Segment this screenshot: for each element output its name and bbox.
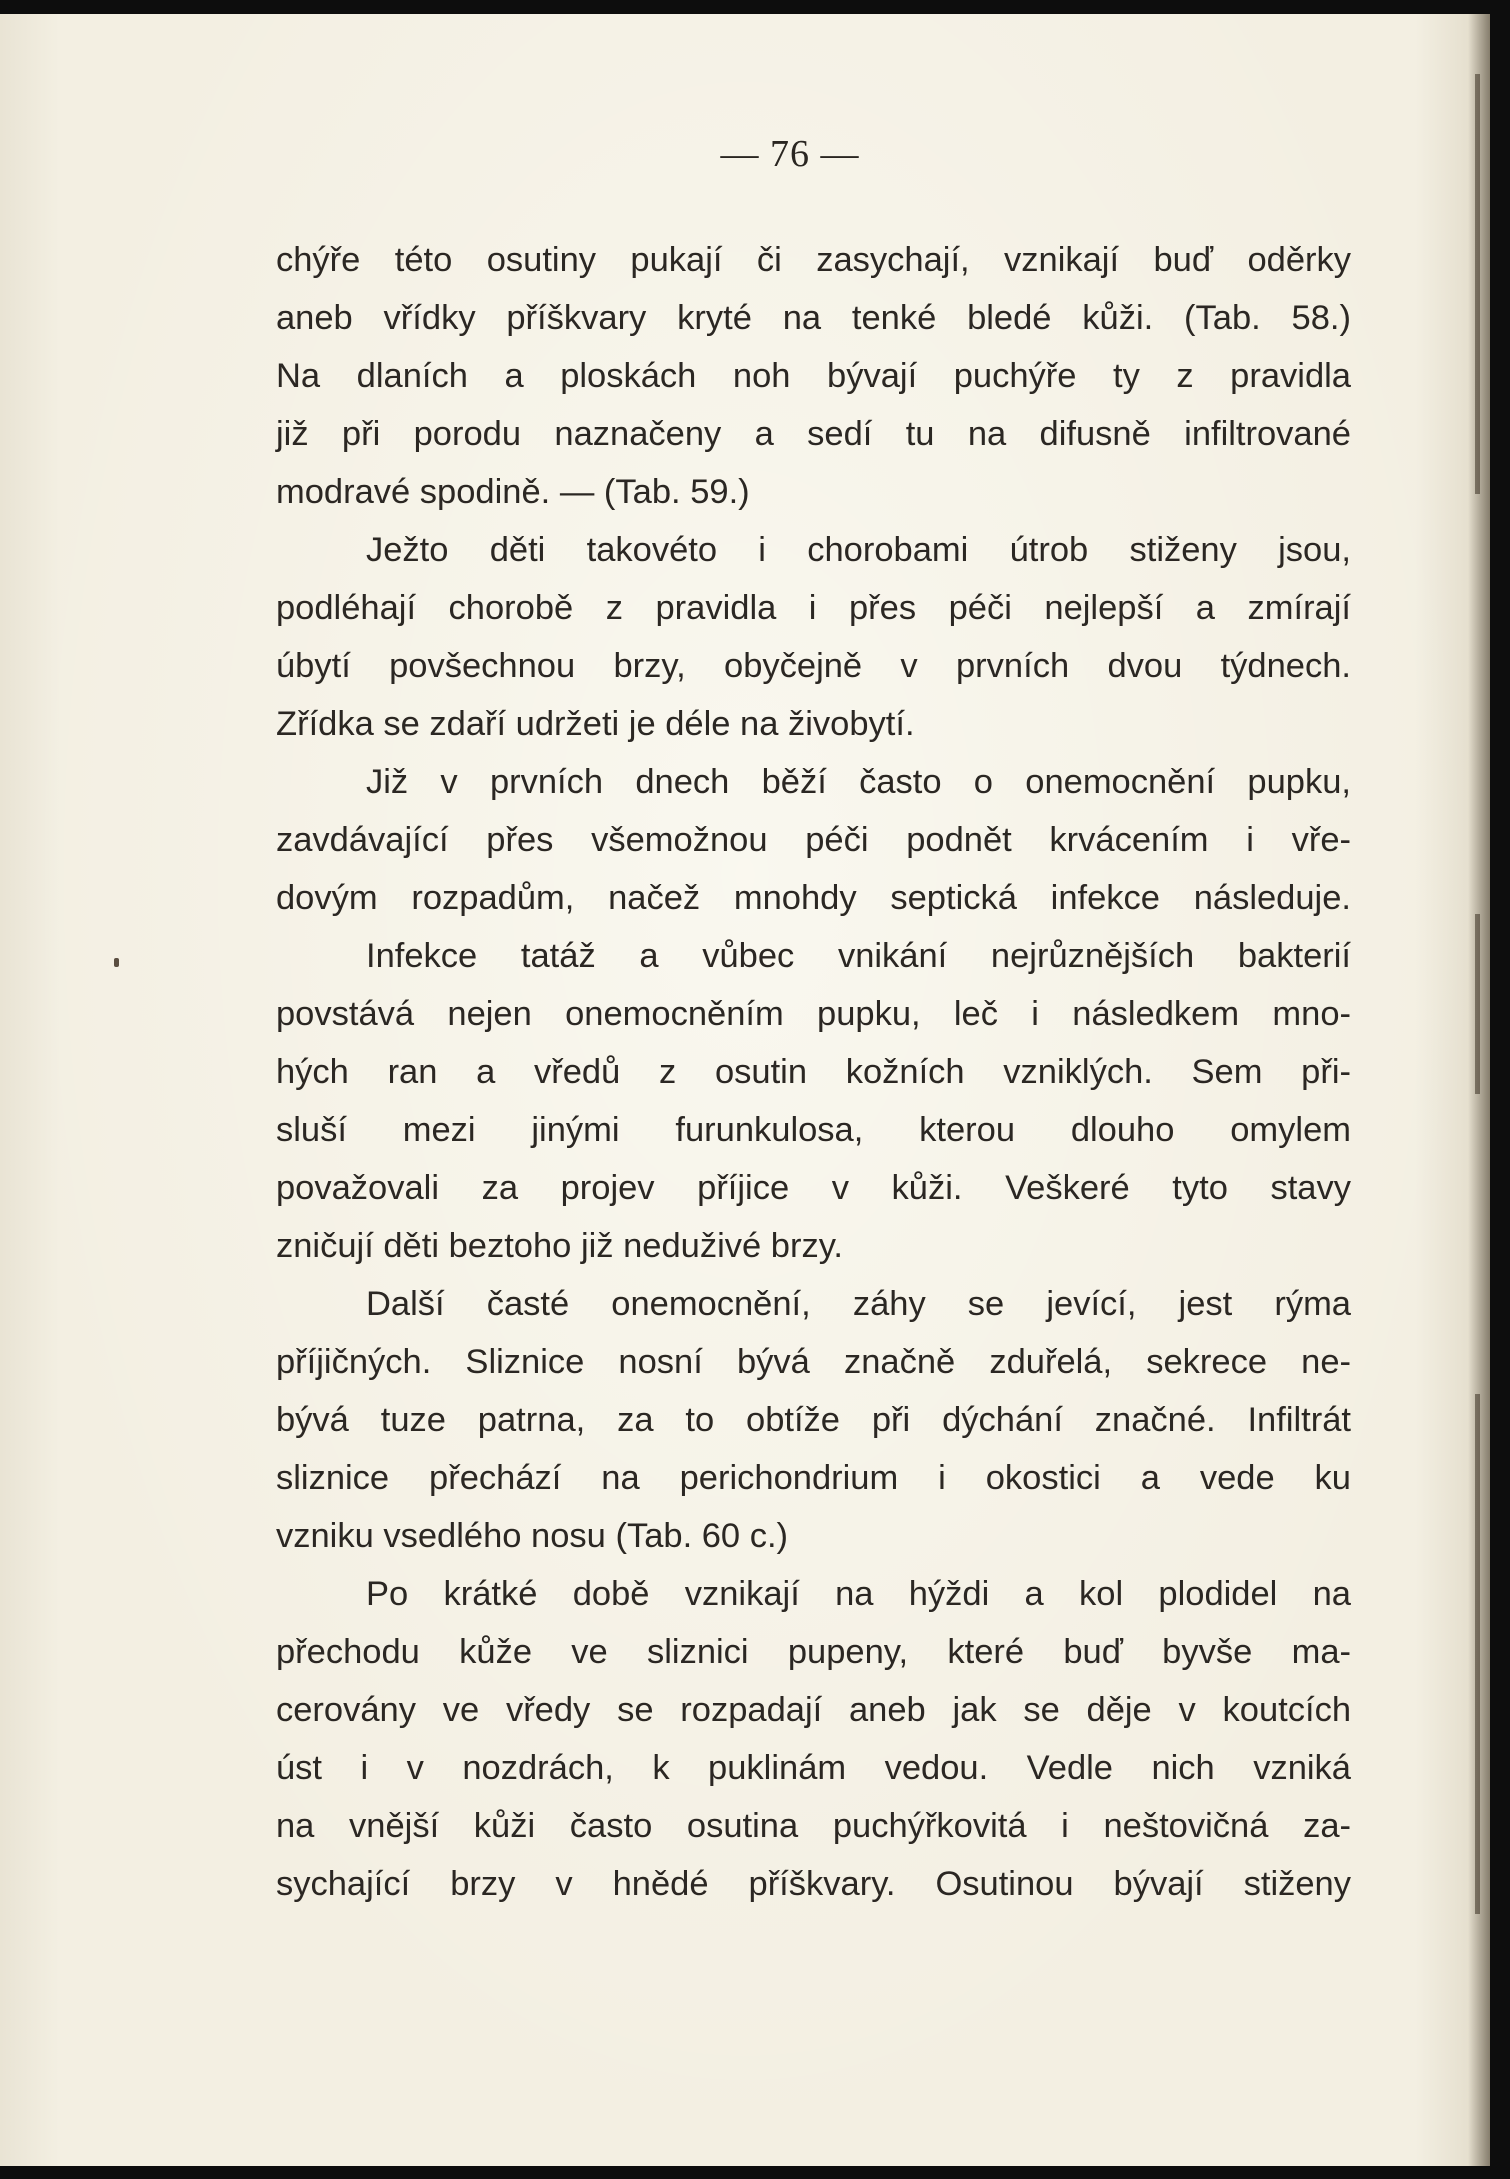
text-line: sliznice přechází na perichondrium i okostici a vede ku xyxy=(276,1459,1351,1497)
text-line: přechodu kůže ve sliznici pupeny, které buď byvše ma- xyxy=(276,1633,1351,1671)
text-line: podléhají chorobě z pravidla i přes péči nejlepší a zmírají xyxy=(276,589,1351,627)
page-edge-mark xyxy=(1475,1394,1480,1914)
paragraph xyxy=(276,927,1351,1275)
text-line: Infekce tatáž a vůbec vnikání nejrůznějších bakterií xyxy=(366,937,1351,975)
text-line: modravé spodině. — (Tab. 59.) xyxy=(276,473,750,511)
text-line: chýře této osutiny pukají či zasychají, vznikají buď oděrky xyxy=(276,241,1351,279)
text-line: zavdávající přes všemožnou péči podnět krvácením i vře- xyxy=(276,821,1351,859)
text-line: Ježto děti takovéto i chorobami útrob stiženy jsou, xyxy=(366,531,1351,569)
text-line: vzniku vsedlého nosu (Tab. 60 c.) xyxy=(276,1517,789,1555)
page-edge-mark xyxy=(1475,914,1480,1094)
text-line: Zřídka se zdaří udržeti je déle na živobytí. xyxy=(276,705,915,743)
text-line: sluší mezi jinými furunkulosa, kterou dlouho omylem xyxy=(276,1111,1351,1149)
text-line: příjičných. Sliznice nosní bývá značně zduřelá, sekrece ne- xyxy=(276,1343,1351,1381)
paragraph xyxy=(276,1275,1351,1565)
text-line: na vnější kůži často osutina puchýřkovitá i neštovičná za- xyxy=(276,1807,1351,1845)
text-line: považovali za projev příjice v kůži. Veškeré tyto stavy xyxy=(276,1169,1351,1207)
paragraph xyxy=(276,521,1351,753)
text-line: cerovány ve vředy se rozpadají aneb jak se děje v koutcích xyxy=(276,1691,1351,1729)
page-number: — 76 — xyxy=(720,133,860,175)
text-line: Po krátké době vznikají na hýždi a kol plodidel na xyxy=(366,1575,1351,1613)
text-line: sychající brzy v hnědé příškvary. Osutinou bývají stiženy xyxy=(276,1865,1351,1903)
text-line: Již v prvních dnech běží často o onemocnění pupku, xyxy=(366,763,1351,801)
text-line: povstává nejen onemocněním pupku, leč i následkem mno- xyxy=(276,995,1351,1033)
body-text xyxy=(276,231,1351,1913)
paragraph xyxy=(276,753,1351,927)
text-line: úst i v nozdrách, k puklinám vedou. Vedle nich vzniká xyxy=(276,1749,1351,1787)
stray-ink-mark xyxy=(114,958,119,967)
book-page xyxy=(0,14,1490,2166)
text-line: Na dlaních a ploskách noh bývají puchýře ty z pravidla xyxy=(276,357,1351,395)
text-line: hých ran a vředů z osutin kožních vzniklých. Sem při- xyxy=(276,1053,1351,1091)
text-line: bývá tuze patrna, za to obtíže při dýchání značné. Infiltrát xyxy=(276,1401,1351,1439)
text-line: již při porodu naznačeny a sedí tu na difusně infiltrované xyxy=(276,415,1351,453)
text-line: úbytí povšechnou brzy, obyčejně v prvních dvou týdnech. xyxy=(276,647,1351,685)
text-line: aneb vřídky příškvary kryté na tenké bledé kůži. (Tab. 58.) xyxy=(276,299,1351,337)
text-line: dovým rozpadům, načež mnohdy septická infekce následuje. xyxy=(276,879,1351,917)
text-line: Další časté onemocnění, záhy se jevící, jest rýma xyxy=(366,1285,1351,1323)
paragraph xyxy=(276,1565,1351,1913)
text-line: zničují děti beztoho již neduživé brzy. xyxy=(276,1227,843,1265)
paragraph xyxy=(276,231,1351,521)
